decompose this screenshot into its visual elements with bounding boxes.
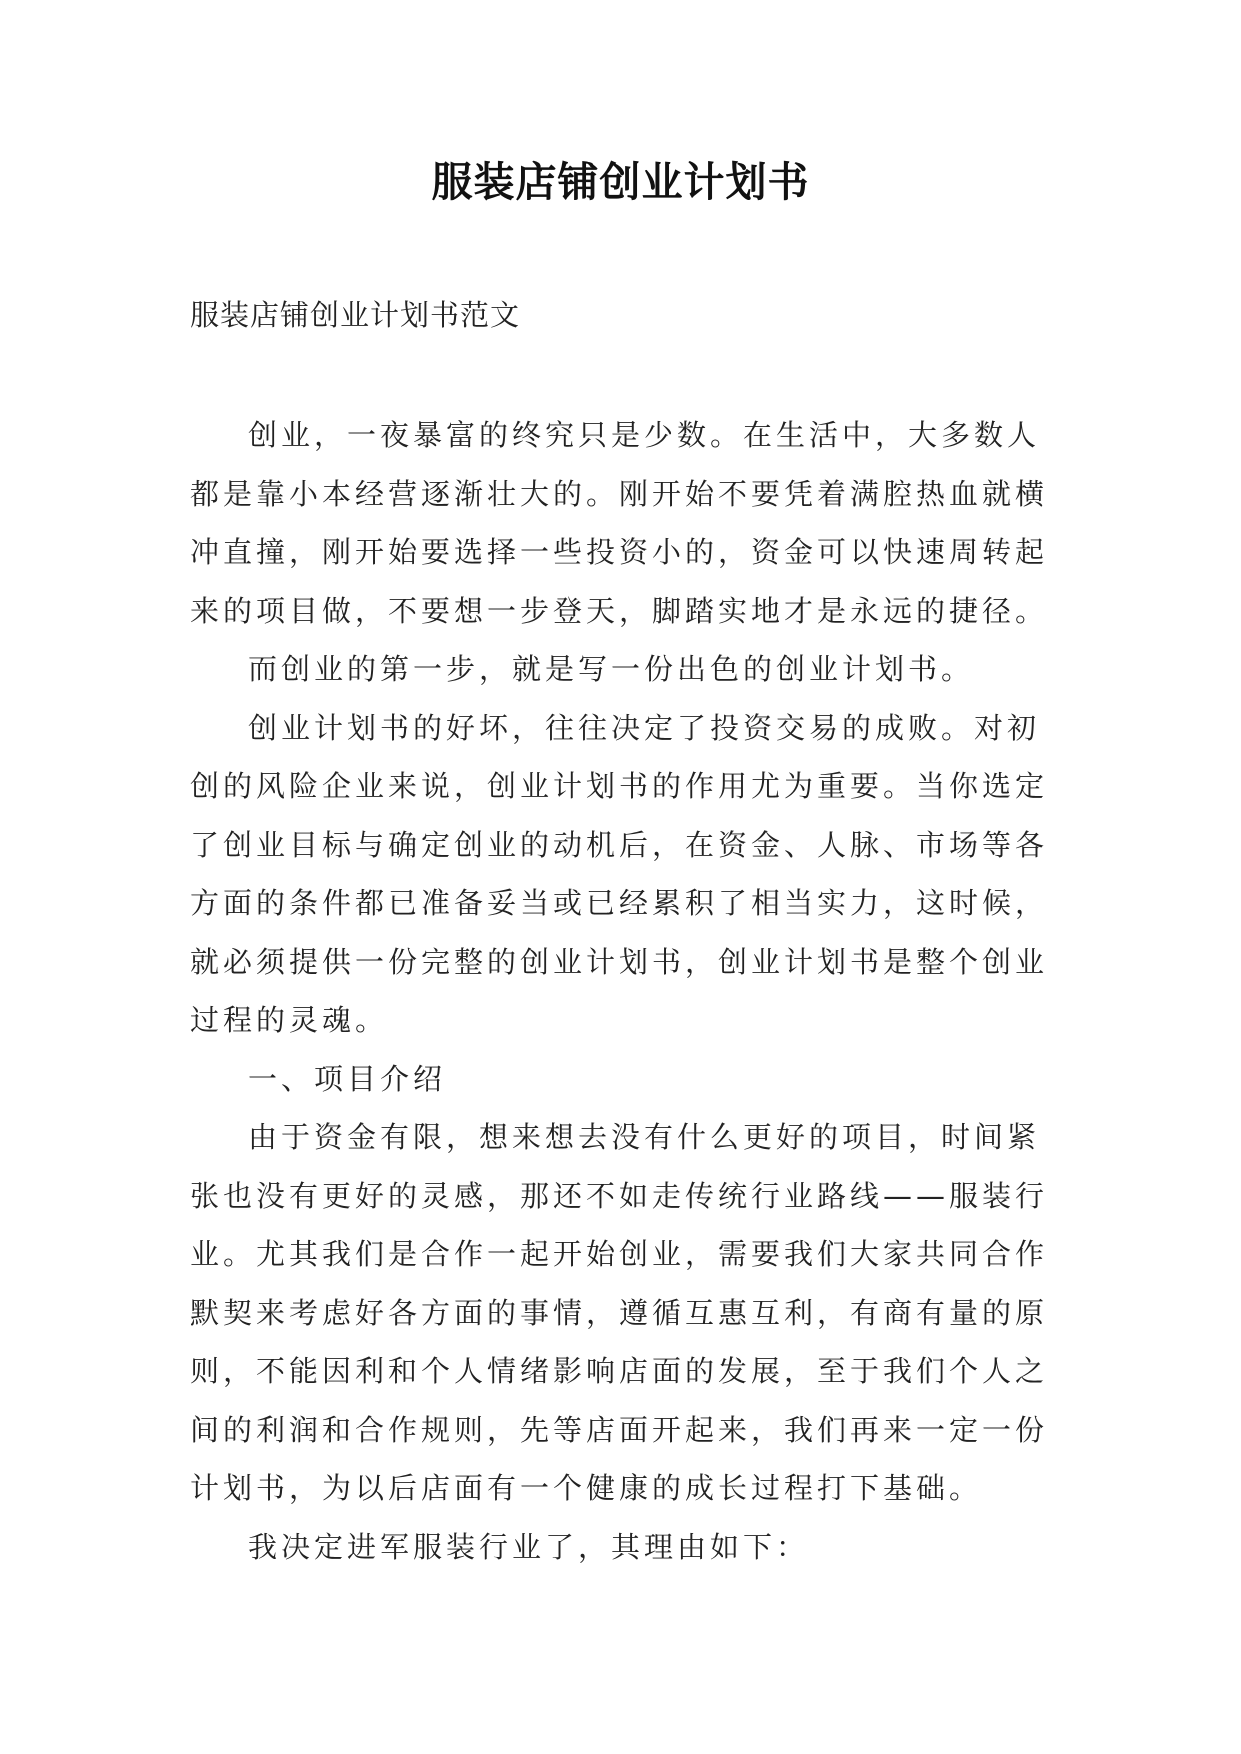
paragraph-project-description: 由于资金有限，想来想去没有什么更好的项目，时间紧张也没有更好的灵感，那还不如走传统行业路线——服装行业。尤其我们是合作一起开始创业，需要我们大家共同合作默契来考虑好各方面的事情，遵循互惠互利，有商有量的原则，不能因利和个人情绪影响店面的发展，至于我们个人之间的利润和合作规则，先等店面开起来，我们再来一定一份计划书，为以后店面有一个健康的成长过程打下基础。 — [190, 1120, 1049, 1505]
section-heading-project-intro: 一、项目介绍 — [248, 1061, 447, 1096]
document-subtitle: 服装店铺创业计划书范文 — [190, 298, 521, 332]
paragraph-reasons-lead: 我决定进军服装行业了，其理由如下： — [248, 1529, 810, 1564]
document-body — [190, 406, 1070, 1576]
paragraph-first-step: 而创业的第一步，就是写一份出色的创业计划书。 — [248, 652, 975, 686]
paragraph-plan-importance: 创业计划书的好坏，往往决定了投资交易的成败。对初创的风险企业来说，创业计划书的作用尤为重要。当你选定了创业目标与确定创业的动机后，在资金、人脉、市场等各方面的条件都已准备妥当或已经累积了相当实力，这时候，就必须提供一份完整的创业计划书，创业计划书是整个创业过程的灵魂。 — [190, 710, 1049, 1037]
paragraph-intro: 创业，一夜暴富的终究只是少数。在生活中，大多数人都是靠小本经营逐渐壮大的。刚开始不要凭着满腔热血就横冲直撞，刚开始要选择一些投资小的，资金可以快速周转起来的项目做，不要想一步登天，脚踏实地才是永远的捷径。 — [190, 418, 1049, 628]
document-title: 服装店铺创业计划书 — [431, 158, 810, 206]
